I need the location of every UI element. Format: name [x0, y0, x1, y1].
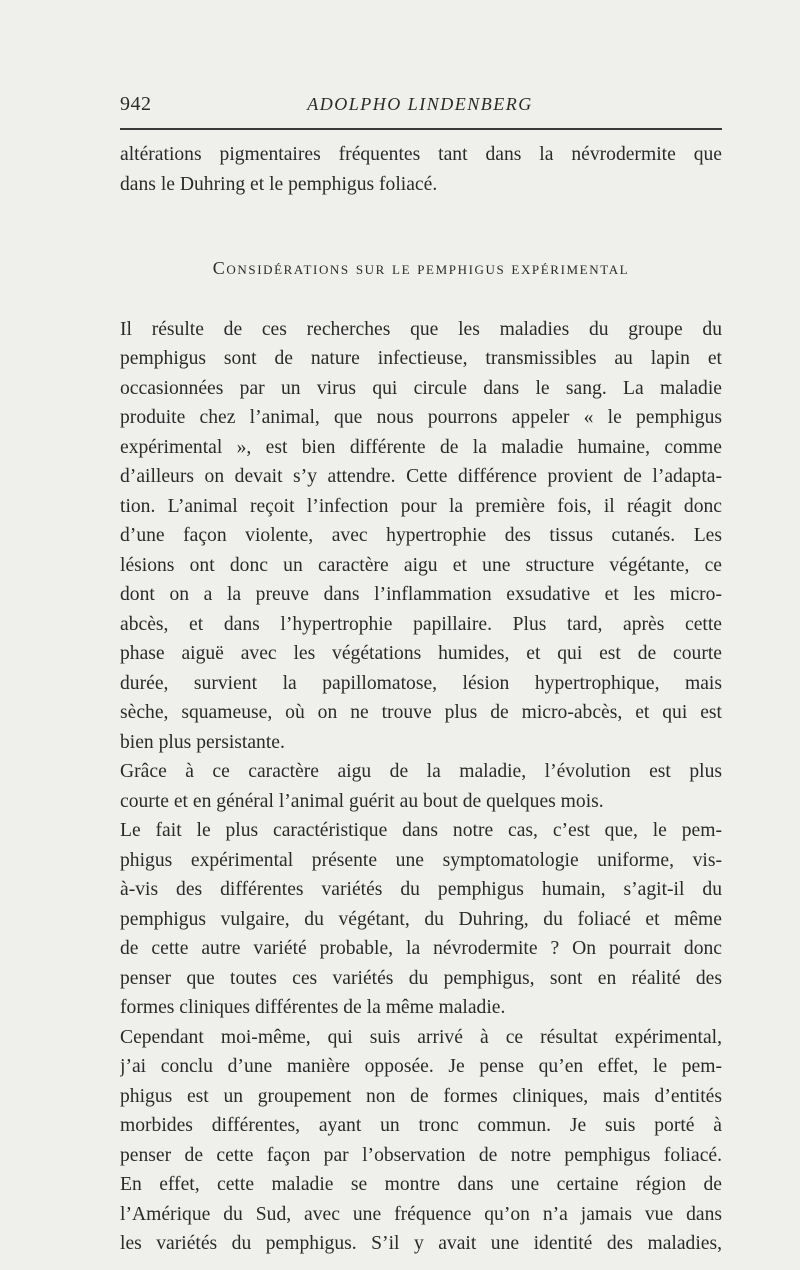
text-line: Le fait le plus caractéristique dans notre cas, c’est que, le pem-: [120, 820, 722, 841]
text-line: dont on a la preuve dans l’inflammation exsudative et les micro-: [120, 584, 722, 605]
text-line: lésions ont donc un caractère aigu et une structure végétante, ce: [120, 554, 722, 576]
page-number: 942: [120, 93, 152, 115]
text-line: d’une façon violente, avec hypertrophie des tissus cutanés. Les: [120, 525, 722, 546]
text-line: Grâce à ce caractère aigu de la maladie, l’évolution est plus: [120, 761, 722, 782]
text-line: à-vis des différentes variétés du pemphigus humain, s’agit-il du: [120, 879, 722, 900]
text-line: pemphigus sont de nature infectieuse, transmissibles au lapin et: [120, 348, 722, 369]
text-line: occasionnées par un virus qui circule dans le sang. La maladie: [120, 377, 722, 399]
paragraph: [120, 816, 722, 1023]
text-line: penser de cette façon par l’observation de notre pemphigus foliacé.: [120, 1144, 722, 1166]
text-line: dans le Duhring et le pemphigus foliacé.: [120, 173, 438, 195]
text-line: produite chez l’animal, que nous pourrons appeler « le pemphigus: [120, 407, 722, 428]
intro-paragraph: [120, 140, 722, 199]
text-line: durée, survient la papillomatose, lésion hypertrophique, mais: [120, 672, 722, 694]
text-line: tion. L’animal reçoit l’infection pour la première fois, il réagit donc: [120, 495, 722, 517]
header-rule: [120, 128, 722, 130]
text-line: d’ailleurs on devait s’y attendre. Cette différence provient de l’adapta-: [120, 466, 722, 487]
text-line: abcès, et dans l’hypertrophie papillaire. Plus tard, après cette: [120, 613, 722, 635]
paragraph: [120, 315, 722, 758]
paragraph: [120, 757, 722, 816]
paragraph-list: [120, 315, 722, 1259]
page-header: [120, 93, 720, 123]
text-line: de cette autre variété probable, la névrodermite ? On pourrait donc: [120, 938, 722, 959]
text-line: l’Amérique du Sud, avec une fréquence qu’on n’a jamais vue dans: [120, 1203, 722, 1225]
section-title: Considérations sur le pemphigus expérimental: [212, 258, 630, 278]
text-line: expérimental », est bien différente de la maladie humaine, comme: [120, 436, 722, 458]
text-line: phase aiguë avec les végétations humides, et qui est de courte: [120, 643, 722, 664]
text-line: j’ai conclu d’une manière opposée. Je pense qu’en effet, le pem-: [120, 1056, 722, 1077]
text-line: les variétés du pemphigus. S’il y avait une identité des maladies,: [120, 1233, 722, 1254]
text-line: En effet, cette maladie se montre dans une certaine région de: [120, 1174, 722, 1195]
text-line: Cependant moi-même, qui suis arrivé à ce résultat expérimental,: [120, 1026, 722, 1048]
text-line: phigus est un groupement non de formes cliniques, mais d’entités: [120, 1085, 722, 1107]
text-line: altérations pigmentaires fréquentes tant dans la névrodermite que: [120, 144, 722, 165]
text-line: courte et en général l’animal guérit au bout de quelques mois.: [120, 790, 604, 812]
text-line: Il résulte de ces recherches que les maladies du groupe du: [120, 318, 722, 340]
text-line: phigus expérimental présente une symptomatologie uniforme, vis-: [120, 849, 722, 871]
text-line: sèche, squameuse, où on ne trouve plus de micro-abcès, et qui est: [120, 702, 722, 723]
running-head: ADOLPHO LINDENBERG: [307, 94, 533, 114]
text-line: morbides différentes, ayant un tronc commun. Je suis porté à: [120, 1115, 722, 1136]
text-line: formes cliniques différentes de la même maladie.: [120, 997, 506, 1018]
text-line: penser que toutes ces variétés du pemphigus, sont en réalité des: [120, 967, 722, 989]
text-line: pemphigus vulgaire, du végétant, du Duhring, du foliacé et même: [120, 908, 722, 930]
text-line: bien plus persistante.: [120, 731, 285, 753]
paragraph: [120, 1023, 722, 1259]
body-text: [120, 140, 722, 1259]
